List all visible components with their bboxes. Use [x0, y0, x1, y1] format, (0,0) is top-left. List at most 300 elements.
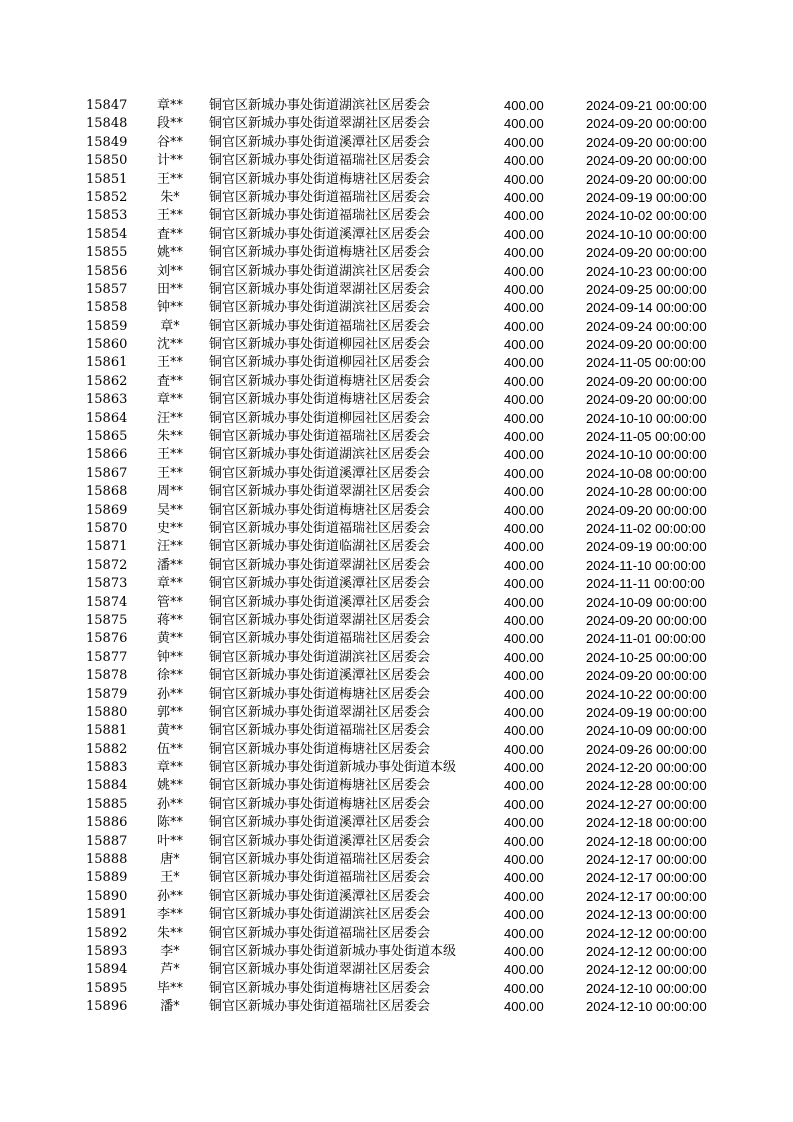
row-id-cell: 15870: [86, 520, 128, 536]
amount-cell: 400.00: [504, 447, 544, 463]
row-id-cell: 15847: [86, 98, 128, 113]
date-cell: 2024-09-20 00:00:00: [586, 116, 707, 132]
amount-cell: 400.00: [504, 999, 544, 1015]
table-row: [0, 557, 793, 575]
row-id-cell: 15876: [86, 631, 128, 647]
row-id-cell: 15855: [86, 245, 128, 261]
organization-cell: 铜官区新城办事处街道溪潭社区居委会: [209, 888, 431, 904]
row-id-cell: 15896: [86, 999, 128, 1015]
date-cell: 2024-09-20 00:00:00: [586, 171, 707, 187]
name-cell: 王**: [156, 355, 183, 371]
row-id-cell: 15892: [86, 925, 128, 941]
amount-cell: 400.00: [504, 189, 544, 205]
amount-cell: 400.00: [504, 925, 544, 941]
amount-cell: 400.00: [504, 502, 544, 518]
row-id-cell: 15884: [86, 778, 128, 794]
name-cell: 王**: [156, 465, 183, 481]
organization-cell: 铜官区新城办事处街道湖滨社区居委会: [209, 649, 431, 665]
amount-cell: 400.00: [504, 134, 544, 150]
date-cell: 2024-09-20 00:00:00: [586, 668, 707, 684]
name-cell: 蒋**: [156, 612, 183, 628]
table-row: [0, 152, 793, 170]
organization-cell: 铜官区新城办事处街道新城办事处街道本级: [209, 943, 457, 959]
name-cell: 徐**: [156, 668, 183, 684]
table-row: [0, 796, 793, 814]
name-cell: 潘**: [156, 557, 183, 573]
date-cell: 2024-09-20 00:00:00: [586, 373, 707, 389]
name-cell: 郭**: [156, 704, 183, 720]
date-cell: 2024-12-10 00:00:00: [586, 999, 707, 1015]
table-row: [0, 649, 793, 667]
amount-cell: 400.00: [504, 355, 544, 371]
date-cell: 2024-11-05 00:00:00: [586, 429, 706, 445]
row-id-cell: 15850: [86, 153, 128, 169]
date-cell: 2024-11-01 00:00:00: [586, 631, 706, 647]
organization-cell: 铜官区新城办事处街道翠湖社区居委会: [209, 557, 431, 573]
date-cell: 2024-12-18 00:00:00: [586, 815, 707, 831]
table-row: [0, 520, 793, 538]
amount-cell: 400.00: [504, 649, 544, 665]
date-cell: 2024-10-08 00:00:00: [586, 465, 707, 481]
table-row: [0, 961, 793, 979]
name-cell: 计**: [156, 153, 183, 169]
table-row: [0, 373, 793, 391]
date-cell: 2024-10-09 00:00:00: [586, 594, 707, 610]
date-cell: 2024-10-25 00:00:00: [586, 649, 707, 665]
row-id-cell: 15871: [86, 539, 128, 555]
table-row: [0, 594, 793, 612]
organization-cell: 铜官区新城办事处街道柳园社区居委会: [209, 337, 431, 353]
row-id-cell: 15853: [86, 208, 128, 224]
amount-cell: 400.00: [504, 171, 544, 187]
organization-cell: 铜官区新城办事处街道梅塘社区居委会: [209, 373, 431, 389]
amount-cell: 400.00: [504, 907, 544, 923]
row-id-cell: 15868: [86, 484, 128, 500]
table-row: [0, 115, 793, 133]
amount-cell: 400.00: [504, 300, 544, 316]
name-cell: 谷**: [156, 134, 183, 150]
name-cell: 李**: [156, 907, 183, 923]
amount-cell: 400.00: [504, 888, 544, 904]
date-cell: 2024-09-14 00:00:00: [586, 300, 707, 316]
date-cell: 2024-09-20 00:00:00: [586, 153, 707, 169]
row-id-cell: 15852: [86, 189, 128, 205]
date-cell: 2024-12-12 00:00:00: [586, 943, 707, 959]
table-row: [0, 869, 793, 887]
name-cell: 吴**: [156, 502, 183, 518]
amount-cell: 400.00: [504, 778, 544, 794]
row-id-cell: 15849: [86, 134, 128, 150]
table-row: [0, 667, 793, 685]
organization-cell: 铜官区新城办事处街道柳园社区居委会: [209, 355, 431, 371]
organization-cell: 铜官区新城办事处街道福瑞社区居委会: [209, 189, 431, 205]
table-row: [0, 244, 793, 262]
name-cell: 段**: [156, 116, 183, 132]
amount-cell: 400.00: [504, 833, 544, 849]
organization-cell: 铜官区新城办事处街道翠湖社区居委会: [209, 612, 431, 628]
organization-cell: 铜官区新城办事处街道福瑞社区居委会: [209, 999, 431, 1015]
organization-cell: 铜官区新城办事处街道湖滨社区居委会: [209, 263, 431, 279]
table-row: [0, 575, 793, 593]
table-row: [0, 906, 793, 924]
organization-cell: 铜官区新城办事处街道福瑞社区居委会: [209, 318, 431, 334]
table-row: [0, 630, 793, 648]
row-id-cell: 15863: [86, 392, 128, 408]
name-cell: 章**: [156, 760, 183, 776]
row-id-cell: 15879: [86, 686, 128, 702]
amount-cell: 400.00: [504, 337, 544, 353]
organization-cell: 铜官区新城办事处街道溪潭社区居委会: [209, 226, 431, 242]
name-cell: 毕**: [156, 980, 183, 996]
table-row: [0, 226, 793, 244]
table-row: [0, 134, 793, 152]
name-cell: 査**: [156, 226, 183, 242]
amount-cell: 400.00: [504, 668, 544, 684]
organization-cell: 铜官区新城办事处街道翠湖社区居委会: [209, 484, 431, 500]
amount-cell: 400.00: [504, 612, 544, 628]
row-id-cell: 15883: [86, 760, 128, 776]
amount-cell: 400.00: [504, 704, 544, 720]
name-cell: 周**: [156, 484, 183, 500]
amount-cell: 400.00: [504, 226, 544, 242]
name-cell: 田**: [156, 281, 183, 297]
row-id-cell: 15857: [86, 281, 128, 297]
row-id-cell: 15851: [86, 171, 128, 187]
organization-cell: 铜官区新城办事处街道溪潭社区居委会: [209, 134, 431, 150]
row-id-cell: 15862: [86, 373, 128, 389]
row-id-cell: 15886: [86, 815, 128, 831]
amount-cell: 400.00: [504, 631, 544, 647]
date-cell: 2024-11-11 00:00:00: [586, 576, 705, 592]
amount-cell: 400.00: [504, 741, 544, 757]
table-row: [0, 814, 793, 832]
amount-cell: 400.00: [504, 373, 544, 389]
amount-cell: 400.00: [504, 318, 544, 334]
row-id-cell: 15867: [86, 465, 128, 481]
date-cell: 2024-09-24 00:00:00: [586, 318, 707, 334]
row-id-cell: 15848: [86, 116, 128, 132]
organization-cell: 铜官区新城办事处街道新城办事处街道本级: [209, 760, 457, 776]
table-row: [0, 741, 793, 759]
date-cell: 2024-11-10 00:00:00: [586, 557, 706, 573]
amount-cell: 400.00: [504, 520, 544, 536]
table-row: [0, 777, 793, 795]
date-cell: 2024-09-20 00:00:00: [586, 337, 707, 353]
date-cell: 2024-12-10 00:00:00: [586, 980, 707, 996]
date-cell: 2024-09-19 00:00:00: [586, 704, 707, 720]
amount-cell: 400.00: [504, 208, 544, 224]
name-cell: 汪**: [156, 410, 183, 426]
name-cell: 王**: [156, 208, 183, 224]
name-cell: 黄**: [156, 723, 183, 739]
table-row: [0, 888, 793, 906]
date-cell: 2024-09-26 00:00:00: [586, 741, 707, 757]
row-id-cell: 15872: [86, 557, 128, 573]
date-cell: 2024-11-05 00:00:00: [586, 355, 706, 371]
organization-cell: 铜官区新城办事处街道梅塘社区居委会: [209, 392, 431, 408]
amount-cell: 400.00: [504, 980, 544, 996]
row-id-cell: 15877: [86, 649, 128, 665]
row-id-cell: 15890: [86, 888, 128, 904]
date-cell: 2024-12-27 00:00:00: [586, 796, 707, 812]
row-id-cell: 15869: [86, 502, 128, 518]
table-row: [0, 483, 793, 501]
date-cell: 2024-10-28 00:00:00: [586, 484, 707, 500]
organization-cell: 铜官区新城办事处街道梅塘社区居委会: [209, 741, 431, 757]
name-cell: 孙**: [156, 796, 183, 812]
row-id-cell: 15875: [86, 612, 128, 628]
organization-cell: 铜官区新城办事处街道溪潭社区居委会: [209, 465, 431, 481]
amount-cell: 400.00: [504, 962, 544, 978]
organization-cell: 铜官区新城办事处街道柳园社区居委会: [209, 410, 431, 426]
name-cell: 査**: [156, 373, 183, 389]
date-cell: 2024-10-10 00:00:00: [586, 226, 707, 242]
name-cell: 史**: [156, 520, 183, 536]
name-cell: 黄**: [156, 631, 183, 647]
row-id-cell: 15891: [86, 907, 128, 923]
table-row: [0, 538, 793, 556]
row-id-cell: 15895: [86, 980, 128, 996]
amount-cell: 400.00: [504, 465, 544, 481]
date-cell: 2024-10-10 00:00:00: [586, 410, 707, 426]
amount-cell: 400.00: [504, 796, 544, 812]
name-cell: 汪**: [156, 539, 183, 555]
row-id-cell: 15859: [86, 318, 128, 334]
table-row: [0, 391, 793, 409]
date-cell: 2024-09-25 00:00:00: [586, 281, 707, 297]
date-cell: 2024-09-19 00:00:00: [586, 189, 707, 205]
organization-cell: 铜官区新城办事处街道福瑞社区居委会: [209, 925, 431, 941]
table-row: [0, 207, 793, 225]
name-cell: 朱**: [156, 429, 183, 445]
table-row: [0, 189, 793, 207]
row-id-cell: 15866: [86, 447, 128, 463]
row-id-cell: 15864: [86, 410, 128, 426]
name-cell: 章**: [156, 98, 183, 113]
date-cell: 2024-11-02 00:00:00: [586, 520, 706, 536]
table-row: [0, 281, 793, 299]
amount-cell: 400.00: [504, 98, 544, 113]
name-cell: 钟**: [156, 300, 183, 316]
name-cell: 王*: [160, 870, 180, 886]
date-cell: 2024-10-10 00:00:00: [586, 447, 707, 463]
date-cell: 2024-12-18 00:00:00: [586, 833, 707, 849]
row-id-cell: 15888: [86, 852, 128, 868]
date-cell: 2024-12-12 00:00:00: [586, 925, 707, 941]
amount-cell: 400.00: [504, 153, 544, 169]
organization-cell: 铜官区新城办事处街道翠湖社区居委会: [209, 281, 431, 297]
organization-cell: 铜官区新城办事处街道翠湖社区居委会: [209, 704, 431, 720]
name-cell: 伍**: [156, 741, 183, 757]
amount-cell: 400.00: [504, 723, 544, 739]
organization-cell: 铜官区新城办事处街道福瑞社区居委会: [209, 631, 431, 647]
organization-cell: 铜官区新城办事处街道梅塘社区居委会: [209, 245, 431, 261]
row-id-cell: 15874: [86, 594, 128, 610]
table-row: [0, 171, 793, 189]
date-cell: 2024-12-12 00:00:00: [586, 962, 707, 978]
table-row: [0, 336, 793, 354]
name-cell: 李*: [160, 943, 180, 959]
table-row: [0, 612, 793, 630]
row-id-cell: 15860: [86, 337, 128, 353]
name-cell: 朱*: [160, 189, 180, 205]
organization-cell: 铜官区新城办事处街道福瑞社区居委会: [209, 870, 431, 886]
amount-cell: 400.00: [504, 116, 544, 132]
amount-cell: 400.00: [504, 410, 544, 426]
date-cell: 2024-12-17 00:00:00: [586, 888, 707, 904]
amount-cell: 400.00: [504, 943, 544, 959]
table-row: [0, 704, 793, 722]
name-cell: 章*: [160, 318, 180, 334]
organization-cell: 铜官区新城办事处街道梅塘社区居委会: [209, 171, 431, 187]
date-cell: 2024-09-20 00:00:00: [586, 502, 707, 518]
name-cell: 钟**: [156, 649, 183, 665]
amount-cell: 400.00: [504, 852, 544, 868]
organization-cell: 铜官区新城办事处街道溪潭社区居委会: [209, 833, 431, 849]
amount-cell: 400.00: [504, 484, 544, 500]
amount-cell: 400.00: [504, 539, 544, 555]
name-cell: 沈**: [156, 337, 183, 353]
amount-cell: 400.00: [504, 557, 544, 573]
name-cell: 朱**: [156, 925, 183, 941]
date-cell: 2024-12-17 00:00:00: [586, 852, 707, 868]
name-cell: 王**: [156, 447, 183, 463]
amount-cell: 400.00: [504, 594, 544, 610]
table-row: [0, 943, 793, 961]
organization-cell: 铜官区新城办事处街道梅塘社区居委会: [209, 796, 431, 812]
table-row: [0, 998, 793, 1016]
table-row: [0, 97, 793, 115]
organization-cell: 铜官区新城办事处街道湖滨社区居委会: [209, 447, 431, 463]
amount-cell: 400.00: [504, 815, 544, 831]
table-row: [0, 446, 793, 464]
organization-cell: 铜官区新城办事处街道湖滨社区居委会: [209, 907, 431, 923]
table-row: [0, 263, 793, 281]
table-row: [0, 502, 793, 520]
row-id-cell: 15854: [86, 226, 128, 242]
organization-cell: 铜官区新城办事处街道临湖社区居委会: [209, 539, 431, 555]
table-row: [0, 851, 793, 869]
name-cell: 叶**: [156, 833, 183, 849]
date-cell: 2024-09-20 00:00:00: [586, 392, 707, 408]
date-cell: 2024-09-19 00:00:00: [586, 539, 707, 555]
name-cell: 潘*: [160, 999, 180, 1015]
name-cell: 姚**: [156, 245, 183, 261]
organization-cell: 铜官区新城办事处街道梅塘社区居委会: [209, 980, 431, 996]
date-cell: 2024-12-17 00:00:00: [586, 870, 707, 886]
amount-cell: 400.00: [504, 870, 544, 886]
row-id-cell: 15873: [86, 576, 128, 592]
date-cell: 2024-12-28 00:00:00: [586, 778, 707, 794]
row-id-cell: 15861: [86, 355, 128, 371]
organization-cell: 铜官区新城办事处街道福瑞社区居委会: [209, 723, 431, 739]
row-id-cell: 15858: [86, 300, 128, 316]
organization-cell: 铜官区新城办事处街道梅塘社区居委会: [209, 778, 431, 794]
date-cell: 2024-10-22 00:00:00: [586, 686, 707, 702]
name-cell: 陈**: [156, 815, 183, 831]
date-cell: 2024-12-20 00:00:00: [586, 760, 707, 776]
row-id-cell: 15878: [86, 668, 128, 684]
name-cell: 孙**: [156, 888, 183, 904]
table-row: [0, 722, 793, 740]
table-row: [0, 925, 793, 943]
name-cell: 章**: [156, 576, 183, 592]
row-id-cell: 15881: [86, 723, 128, 739]
date-cell: 2024-10-09 00:00:00: [586, 723, 707, 739]
amount-cell: 400.00: [504, 392, 544, 408]
organization-cell: 铜官区新城办事处街道湖滨社区居委会: [209, 98, 431, 113]
amount-cell: 400.00: [504, 281, 544, 297]
organization-cell: 铜官区新城办事处街道梅塘社区居委会: [209, 502, 431, 518]
name-cell: 管**: [156, 594, 183, 610]
organization-cell: 铜官区新城办事处街道溪潭社区居委会: [209, 668, 431, 684]
organization-cell: 铜官区新城办事处街道溪潭社区居委会: [209, 576, 431, 592]
name-cell: 孙**: [156, 686, 183, 702]
organization-cell: 铜官区新城办事处街道福瑞社区居委会: [209, 852, 431, 868]
table-row: [0, 299, 793, 317]
organization-cell: 铜官区新城办事处街道翠湖社区居委会: [209, 962, 431, 978]
organization-cell: 铜官区新城办事处街道溪潭社区居委会: [209, 594, 431, 610]
organization-cell: 铜官区新城办事处街道福瑞社区居委会: [209, 153, 431, 169]
date-cell: 2024-12-13 00:00:00: [586, 907, 707, 923]
table-row: [0, 410, 793, 428]
row-id-cell: 15885: [86, 796, 128, 812]
amount-cell: 400.00: [504, 760, 544, 776]
amount-cell: 400.00: [504, 263, 544, 279]
name-cell: 唐*: [160, 852, 180, 868]
name-cell: 章**: [156, 392, 183, 408]
row-id-cell: 15889: [86, 870, 128, 886]
table-row: [0, 428, 793, 446]
amount-cell: 400.00: [504, 576, 544, 592]
date-cell: 2024-10-02 00:00:00: [586, 208, 707, 224]
date-cell: 2024-09-20 00:00:00: [586, 612, 707, 628]
organization-cell: 铜官区新城办事处街道福瑞社区居委会: [209, 520, 431, 536]
date-cell: 2024-09-20 00:00:00: [586, 245, 707, 261]
amount-cell: 400.00: [504, 429, 544, 445]
name-cell: 王**: [156, 171, 183, 187]
amount-cell: 400.00: [504, 245, 544, 261]
organization-cell: 铜官区新城办事处街道湖滨社区居委会: [209, 300, 431, 316]
row-id-cell: 15894: [86, 962, 128, 978]
row-id-cell: 15882: [86, 741, 128, 757]
table-row: [0, 833, 793, 851]
date-cell: 2024-09-20 00:00:00: [586, 134, 707, 150]
records-table: [0, 97, 793, 1017]
table-row: [0, 980, 793, 998]
name-cell: 刘**: [156, 263, 183, 279]
organization-cell: 铜官区新城办事处街道福瑞社区居委会: [209, 429, 431, 445]
date-cell: 2024-10-23 00:00:00: [586, 263, 707, 279]
table-row: [0, 318, 793, 336]
date-cell: 2024-09-21 00:00:00: [586, 98, 707, 113]
amount-cell: 400.00: [504, 686, 544, 702]
row-id-cell: 15880: [86, 704, 128, 720]
table-row: [0, 465, 793, 483]
row-id-cell: 15893: [86, 943, 128, 959]
table-row: [0, 686, 793, 704]
organization-cell: 铜官区新城办事处街道翠湖社区居委会: [209, 116, 431, 132]
row-id-cell: 15856: [86, 263, 128, 279]
row-id-cell: 15865: [86, 429, 128, 445]
name-cell: 芦*: [160, 962, 180, 978]
organization-cell: 铜官区新城办事处街道溪潭社区居委会: [209, 815, 431, 831]
organization-cell: 铜官区新城办事处街道梅塘社区居委会: [209, 686, 431, 702]
table-row: [0, 354, 793, 372]
name-cell: 姚**: [156, 778, 183, 794]
organization-cell: 铜官区新城办事处街道福瑞社区居委会: [209, 208, 431, 224]
row-id-cell: 15887: [86, 833, 128, 849]
